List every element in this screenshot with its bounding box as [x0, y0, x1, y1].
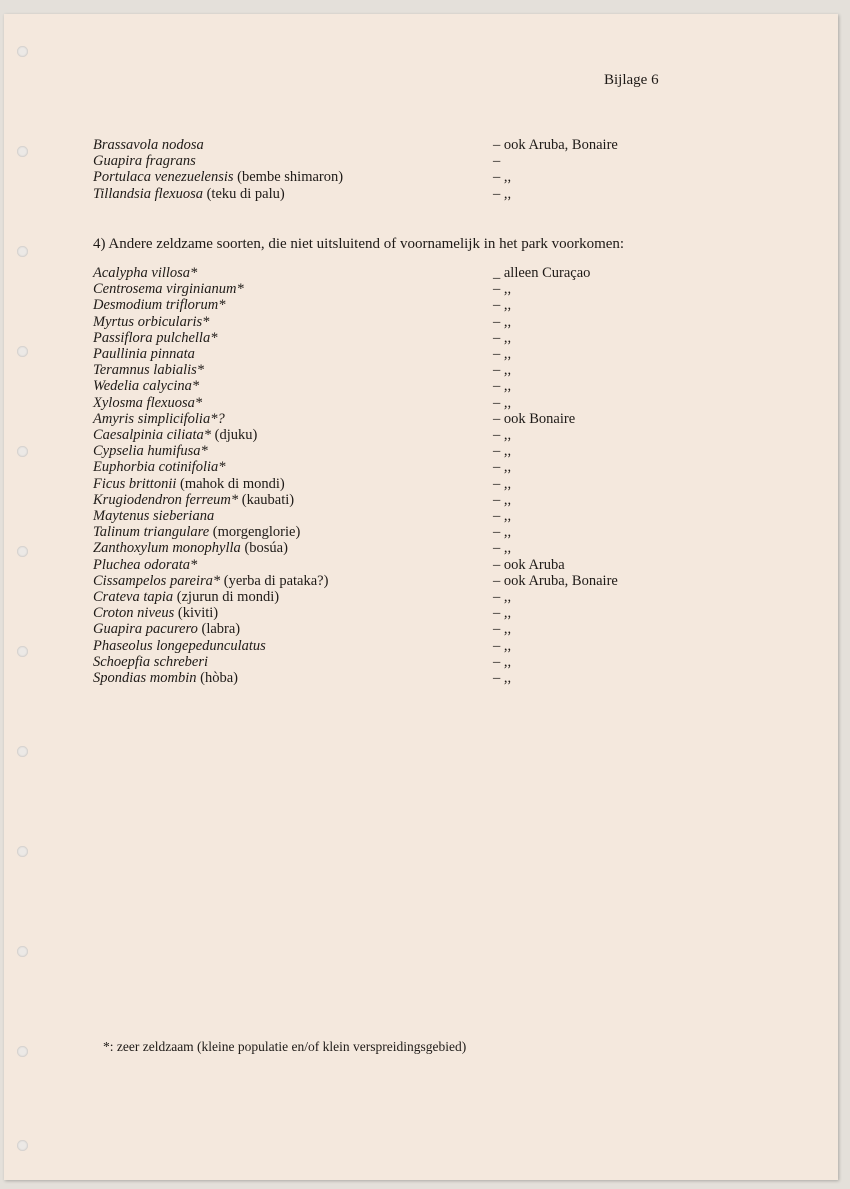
common-name: (zjurun di mondi): [176, 589, 280, 605]
common-name: (djuku): [214, 427, 258, 443]
distribution: – ,,: [493, 524, 512, 541]
distribution: – ,,: [493, 297, 512, 314]
distribution: – ,,: [493, 540, 512, 557]
punch-hole: [17, 46, 28, 57]
species-name: Tillandsia flexuosa: [93, 185, 203, 202]
common-name: (hòba): [200, 670, 238, 686]
punch-hole: [17, 1140, 28, 1151]
distribution: – ,,: [493, 185, 512, 202]
species-name: Acalypha villosa*: [93, 265, 198, 281]
species-name: Spondias mombin: [93, 670, 197, 686]
distribution: – ,,: [493, 589, 512, 605]
species-row: [93, 137, 204, 154]
species-row: [93, 314, 209, 331]
species-name: Brassavola nodosa: [93, 137, 204, 153]
section-heading: 4) Andere zeldzame soorten, die niet uitsluitend of voornamelijk in het park voorkomen:: [93, 236, 625, 252]
species-row: [93, 638, 266, 655]
punch-hole: [17, 346, 28, 357]
species-row: [93, 476, 285, 493]
species-row: [93, 281, 244, 298]
distribution: – ook Bonaire: [493, 410, 576, 427]
species-name: Euphorbia cotinifolia*: [93, 459, 226, 476]
species-name: Crateva tapia: [93, 589, 174, 605]
species-row: [93, 524, 300, 541]
common-name: (morgenglorie): [212, 524, 301, 541]
species-row: [93, 557, 197, 574]
common-name: (labra): [201, 621, 241, 638]
distribution: – ,,: [493, 670, 512, 686]
species-row: [93, 573, 328, 590]
distribution: – ,,: [493, 346, 512, 362]
species-name: Krugiodendron ferreum*: [93, 491, 239, 508]
distribution: – ,,: [493, 313, 512, 330]
punch-hole: [17, 246, 28, 257]
species-name: Guapira pacurero: [93, 621, 198, 638]
species-row: [93, 508, 214, 525]
punch-hole: [17, 1046, 28, 1057]
distribution: – ook Aruba, Bonaire: [493, 572, 618, 589]
distribution: – ,,: [493, 475, 512, 492]
species-name: Teramnus labialis*: [93, 362, 205, 379]
species-name: Myrtus orbicularis*: [93, 313, 210, 330]
distribution: – ,,: [493, 281, 512, 298]
distribution: – ,,: [493, 169, 512, 186]
distribution: – ,,: [493, 443, 512, 460]
punch-hole: [17, 446, 28, 457]
species-row: [93, 411, 225, 428]
species-name: Pluchea odorata*: [93, 556, 198, 573]
distribution: – ,,: [493, 653, 512, 670]
common-name: (yerba di pataka?): [223, 572, 329, 589]
distribution: – ook Aruba, Bonaire: [493, 137, 618, 153]
species-name: Passiflora pulchella*: [93, 329, 218, 346]
species-name: Schoepfia schreberi: [93, 653, 209, 670]
species-row: [93, 395, 202, 412]
distribution: – ,,: [493, 329, 512, 346]
punch-hole: [17, 146, 28, 157]
species-row: [93, 153, 196, 170]
distribution: – ,,: [493, 637, 512, 654]
species-row: [93, 654, 208, 671]
species-name: Cissampelos pareira*: [93, 572, 221, 589]
punch-hole: [17, 546, 28, 557]
punch-hole: [17, 846, 28, 857]
species-row: [93, 459, 226, 476]
distribution: – ,,: [493, 508, 512, 524]
species-row: [93, 378, 199, 395]
species-name: Talinum triangulare: [93, 524, 210, 541]
distribution: – ,,: [493, 605, 512, 622]
species-row: [93, 362, 204, 379]
species-row: [93, 265, 197, 282]
species-row: [93, 169, 343, 186]
species-name: Zanthoxylum monophylla: [93, 540, 241, 557]
common-name: (bosúa): [244, 540, 288, 557]
species-row: [93, 330, 217, 347]
distribution: – ,,: [493, 362, 512, 379]
species-name: Guapira fragrans: [93, 153, 196, 170]
species-name: Maytenus sieberiana: [93, 508, 215, 524]
species-row: [93, 621, 240, 638]
species-row: [93, 540, 288, 557]
distribution: – ,,: [493, 491, 512, 508]
species-name: Xylosma flexuosa*: [93, 394, 203, 411]
species-row: [93, 427, 257, 444]
distribution: – ,,: [493, 621, 512, 638]
species-row: [93, 346, 195, 363]
species-row: [93, 492, 294, 509]
species-row: [93, 297, 226, 314]
species-name: Centrosema virginianum*: [93, 281, 244, 298]
species-name: Cypselia humifusa*: [93, 443, 208, 460]
species-row: [93, 605, 218, 622]
punch-hole: [17, 646, 28, 657]
species-name: Croton niveus: [93, 605, 175, 622]
common-name: (teku di palu): [206, 185, 285, 202]
distribution: – ,,: [493, 378, 512, 395]
species-row: [93, 443, 208, 460]
species-name: Paullinia pinnata: [93, 346, 195, 362]
species-name: Portulaca venezuelensis: [93, 169, 234, 186]
distribution: _ alleen Curaçao: [493, 265, 591, 281]
species-name: Caesalpinia ciliata*: [93, 427, 212, 443]
punch-hole: [17, 946, 28, 957]
common-name: (kiviti): [177, 605, 219, 622]
distribution: – ,,: [493, 394, 512, 411]
species-row: [93, 670, 238, 687]
punch-hole: [17, 746, 28, 757]
distribution: – ,,: [493, 427, 512, 443]
common-name: (bembe shimaron): [237, 169, 344, 186]
distribution: – ook Aruba: [493, 556, 565, 573]
species-row: [93, 186, 285, 203]
species-name: Desmodium triflorum*: [93, 297, 226, 314]
footnote: *: zeer zeldzaam (kleine populatie en/of klein verspreidingsgebied): [103, 1039, 467, 1054]
distribution: – ,,: [493, 459, 512, 476]
page-label: Bijlage 6: [604, 72, 659, 88]
common-name: (mahok di mondi): [180, 475, 285, 492]
species-name: Wedelia calycina*: [93, 378, 200, 395]
species-name: Amyris simplicifolia*?: [93, 410, 225, 427]
species-name: Phaseolus longepedunculatus: [93, 637, 266, 654]
distribution: –: [493, 153, 501, 170]
common-name: (kaubati): [241, 491, 295, 508]
species-row: [93, 589, 279, 606]
species-name: Ficus brittonii: [93, 475, 177, 492]
